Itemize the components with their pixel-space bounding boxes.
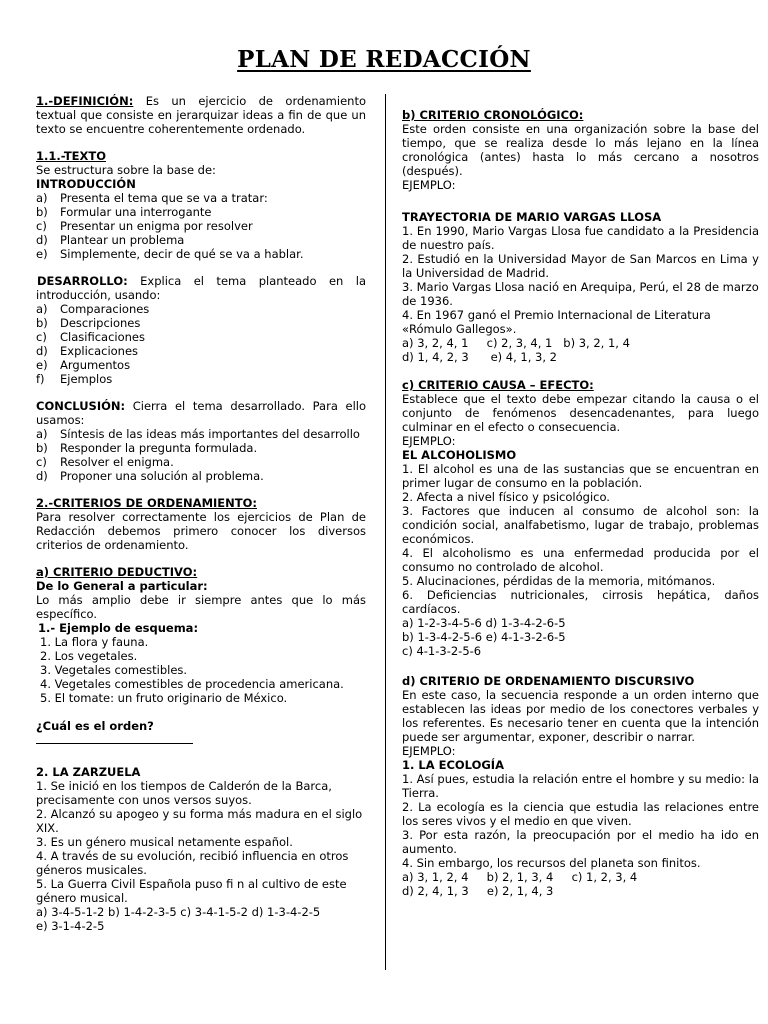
list-item: b) Formular una interrogante <box>36 205 212 219</box>
list-item: 1. El alcohol es una de las sustancias que se encuentran en primer lugar de consumo en la población. <box>402 462 759 490</box>
cronologico-section <box>402 108 759 192</box>
page-title: PLAN DE REDACCIÓN <box>237 46 531 73</box>
causa-section <box>402 378 759 658</box>
deductivo-heading: a) CRITERIO DEDUCTIVO: <box>36 565 198 579</box>
list-item: 4. El alcoholismo es una enfermedad producida por el consumo no controlado de alcohol. <box>402 546 759 574</box>
list-item: 4. Sin embargo, los recursos del planeta son finitos. <box>402 856 701 870</box>
list-item: 5. El tomate: un fruto originario de México. <box>40 691 288 705</box>
list-item: 4. A través de su evolución, recibió influencia en otros géneros musicales. <box>36 849 349 877</box>
list-item: d) Plantear un problema <box>36 233 185 247</box>
definicion-section <box>36 94 366 136</box>
example-label: EJEMPLO: <box>402 744 456 758</box>
discursivo-topic: 1. LA ECOLOGÍA <box>402 758 504 772</box>
list-item: e) Simplemente, decir de qué se va a hablar. <box>36 247 304 261</box>
column-divider <box>385 94 386 970</box>
cronologico-text: Este orden consiste en una organización sobre la base del tiempo, que se realiza desde lo más lejano en la línea cronológica (antes) hasta lo más cercano a nosotros (después). <box>402 122 759 178</box>
texto-heading: 1.1.-TEXTO <box>36 149 107 163</box>
desarrollo-label: DESARROLLO: <box>37 274 128 288</box>
list-item: 1. Así pues, estudia la relación entre el hombre y su medio: la Tierra. <box>402 772 759 800</box>
list-item: f) Ejemplos <box>36 372 113 386</box>
criterios-text: Para resolver correctamente los ejercicios de Plan de Redacción debemos primero conocer los diversos criterios de ordenamiento. <box>36 510 366 552</box>
list-item: 2. La ecología es la ciencia que estudia las relaciones entre los seres vivos y el medio en que viven. <box>402 800 759 828</box>
example-label: EJEMPLO: <box>402 178 456 192</box>
answer-line <box>36 733 366 747</box>
answer-options: a) 3, 2, 4, 1 c) 2, 3, 4, 1 b) 3, 2, 1, 4 <box>402 336 630 350</box>
answer-options: e) 3-1-4-2-5 <box>36 919 105 933</box>
criterios-section <box>36 496 366 552</box>
list-item: d) Proponer una solución al problema. <box>36 469 264 483</box>
answer-options: a) 3-4-5-1-2 b) 1-4-2-3-5 c) 3-4-1-5-2 d) 1-3-4-2-5 <box>36 905 321 919</box>
list-item: 2. Afecta a nivel físico y psicológico. <box>402 490 610 504</box>
deductivo-question: ¿Cuál es el orden? <box>36 719 154 733</box>
zarzuela-heading: 2. LA ZARZUELA <box>36 765 141 779</box>
list-item: a) Presenta el tema que se va a tratar: <box>36 191 268 205</box>
discursivo-section <box>402 674 759 898</box>
answer-options: a) 1-2-3-4-5-6 d) 1-3-4-2-6-5 <box>402 616 566 630</box>
desarrollo-section <box>36 274 366 386</box>
list-item: 2. Los vegetales. <box>40 649 138 663</box>
discursivo-text: En este caso, la secuencia responde a un orden interno que establecen las ideas por medio de los conectores verbales y los referentes. Es necesario tener en cuenta que la intención puede ser argumentar, exponer, describir o narrar. <box>402 688 759 744</box>
list-item: c) Resolver el enigma. <box>36 455 174 469</box>
deductivo-section <box>36 565 366 747</box>
desarrollo-text: Explica el tema planteado en la introducción, usando: <box>36 274 366 302</box>
list-item: a) Comparaciones <box>36 302 150 316</box>
cronologico-heading: b) CRITERIO CRONOLÓGICO: <box>402 108 584 122</box>
list-item: 3. Factores que inducen al consumo de alcohol son: la condición social, analfabetismo, lugar de trabajo, problemas económicos. <box>402 504 759 546</box>
criterios-heading: 2.-CRITERIOS DE ORDENAMIENTO: <box>36 496 257 510</box>
answer-options: c) 4-1-3-2-5-6 <box>402 644 482 658</box>
list-item: 3. Vegetales comestibles. <box>40 663 188 677</box>
list-item: 5. Alucinaciones, pérdidas de la memoria, mitómanos. <box>402 574 716 588</box>
list-item: 3. Por esta razón, la preocupación por el medio ha ido en aumento. <box>402 828 759 856</box>
list-item: c) Clasificaciones <box>36 330 145 344</box>
conclusion-list <box>36 427 366 483</box>
list-item: 2. Alcanzó su apogeo y su forma más madura en el siglo XIX. <box>36 807 363 835</box>
desarrollo-list <box>36 302 366 386</box>
list-item: b) Descripciones <box>36 316 141 330</box>
causa-text: Establece que el texto debe empezar citando la causa o el conjunto de fenómenos desencadenantes, para luego culminar en el efecto o consecuencia. <box>402 392 759 434</box>
list-item: c) Presentar un enigma por resolver <box>36 219 253 233</box>
left-column <box>36 94 366 946</box>
vargas-section <box>402 210 759 364</box>
list-item: 5. La Guerra Civil Española puso fi n al cultivo de este género musical. <box>36 877 347 905</box>
zarzuela-section <box>36 765 366 933</box>
list-item: 1. La flora y fauna. <box>40 635 149 649</box>
texto-section <box>36 149 366 261</box>
texto-intro: Se estructura sobre la base de: <box>36 163 216 177</box>
conclusion-label: CONCLUSIÓN: <box>36 399 126 413</box>
conclusion-section <box>36 399 366 483</box>
answer-options: b) 1-3-4-2-5-6 e) 4-1-3-2-6-5 <box>402 630 566 644</box>
answer-options: d) 2, 4, 1, 3 e) 2, 1, 4, 3 <box>402 884 554 898</box>
deductivo-subheading: De lo General a particular: <box>36 579 208 593</box>
list-item: 3. Es un género musical netamente español. <box>36 835 293 849</box>
list-item: 4. En 1967 ganó el Premio Internacional de Literatura «Rómulo Gallegos». <box>402 308 711 336</box>
list-item: d) Explicaciones <box>36 344 139 358</box>
discursivo-heading: d) CRITERIO DE ORDENAMIENTO DISCURSIVO <box>402 674 695 688</box>
list-item: 1. En 1990, Mario Vargas Llosa fue candidato a la Presidencia de nuestro país. <box>402 224 759 252</box>
list-item: e) Argumentos <box>36 358 131 372</box>
list-item: 3. Mario Vargas Llosa nació en Arequipa, Perú, el 28 de marzo de 1936. <box>402 280 759 308</box>
list-item: 1. Se inició en los tiempos de Calderón de la Barca, precisamente con unos versos suyos. <box>36 779 332 807</box>
list-item: b) Responder la pregunta formulada. <box>36 441 258 455</box>
right-column <box>402 108 759 912</box>
introduccion-list <box>36 191 366 261</box>
list-item: 2. Estudió en la Universidad Mayor de San Marcos en Lima y la Universidad de Madrid. <box>402 252 759 280</box>
deductivo-list <box>36 635 366 705</box>
vargas-heading: TRAYECTORIA DE MARIO VARGAS LLOSA <box>402 210 662 224</box>
example-label: EJEMPLO: <box>402 434 456 448</box>
definicion-text: Es un ejercicio de ordenamiento textual que consiste en jerarquizar ideas a fin de que un texto se encuentre coherentemente ordenado. <box>36 94 366 136</box>
causa-heading: c) CRITERIO CAUSA – EFECTO: <box>402 378 594 392</box>
list-item: 4. Vegetales comestibles de procedencia americana. <box>40 677 344 691</box>
definicion-label: 1.-DEFINICIÓN: <box>36 94 134 108</box>
conclusion-text: Cierra el tema desarrollado. Para ello usamos: <box>36 399 366 427</box>
answer-options: d) 1, 4, 2, 3 e) 4, 1, 3, 2 <box>402 350 557 364</box>
list-item: 6. Deficiencias nutricionales, cirrosis hepática, daños cardíacos. <box>402 588 759 616</box>
causa-topic: EL ALCOHOLISMO <box>402 448 517 462</box>
introduccion-label: INTRODUCCIÓN <box>36 177 136 191</box>
answer-options: a) 3, 1, 2, 4 b) 2, 1, 3, 4 c) 1, 2, 3, 4 <box>402 870 638 884</box>
deductivo-example-label: 1.- Ejemplo de esquema: <box>38 621 199 635</box>
list-item: a) Síntesis de las ideas más importantes del desarrollo <box>36 427 360 441</box>
deductivo-text: Lo más amplio debe ir siempre antes que lo más específico. <box>36 593 366 621</box>
